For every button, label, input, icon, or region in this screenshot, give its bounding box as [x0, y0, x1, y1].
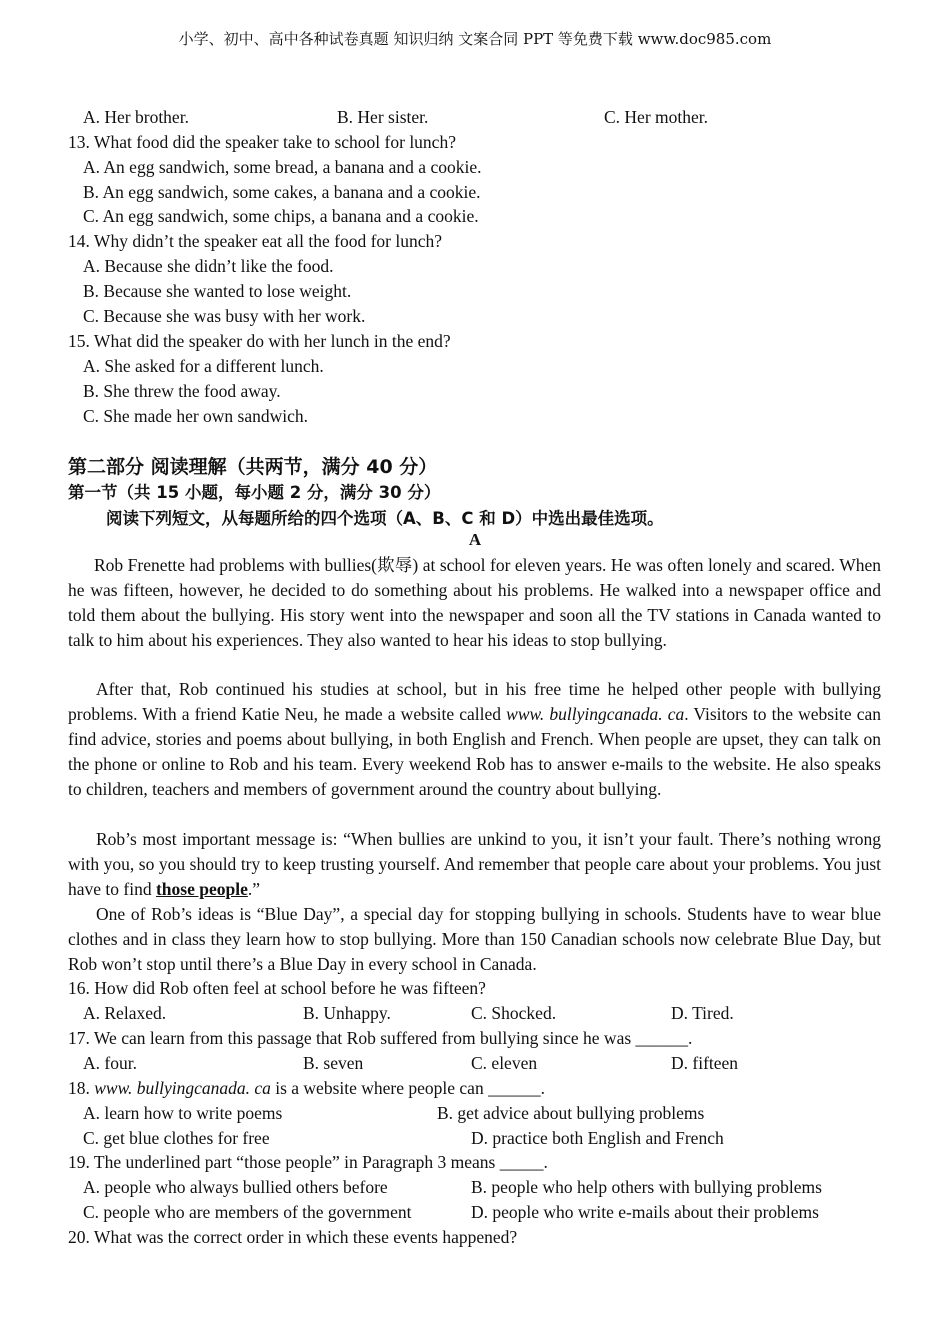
- q18-option-b: B. get advice about bullying problems: [437, 1103, 705, 1123]
- q17-option-c: C. eleven: [471, 1053, 538, 1073]
- q14-option-a: A. Because she didn’t like the food.: [83, 256, 334, 276]
- q16-option-a: A. Relaxed.: [83, 1003, 167, 1023]
- q18-question: [68, 1076, 545, 1100]
- passage-paragraph-3: [68, 827, 881, 902]
- q19-option-d: D. people who write e-mails about their problems: [471, 1202, 819, 1222]
- q19-question: 19. The underlined part “those people” in Paragraph 3 means _____.: [68, 1152, 548, 1172]
- passage-label: A: [468, 530, 482, 549]
- q12-option-b: B. Her sister.: [337, 107, 429, 127]
- part2-title: 第二部分 阅读理解（共两节，满分 40 分）: [68, 456, 438, 478]
- q12-option-a: A. Her brother.: [83, 107, 189, 127]
- underlined-phrase: those people: [155, 879, 248, 899]
- q15-option-c: C. She made her own sandwich.: [83, 406, 309, 426]
- reading-instruction: 阅读下列短文，从每题所给的四个选项（A、B、C 和 D）中选出最佳选项。: [106, 509, 664, 528]
- q15-option-b: B. She threw the food away.: [83, 381, 281, 401]
- q17-option-d: D. fifteen: [671, 1053, 739, 1073]
- p2-text-after: . Visitors to the website can find advice, stories and poems about bullying, in both English and French. When people are upset, they can talk on the phone or online to Rob and his team. Every weekend Rob has to answer e-mails to the website. He also speaks to children, teachers and members of government around the country about bullying.: [68, 704, 881, 799]
- q18-option-a: A. learn how to write poems: [83, 1103, 283, 1123]
- passage-paragraph-2: [68, 677, 881, 802]
- q18-website-url: www. bullyingcanada. ca: [94, 1078, 271, 1098]
- q14-option-b: B. Because she wanted to lose weight.: [83, 281, 352, 301]
- q13-option-a: A. An egg sandwich, some bread, a banana and a cookie.: [83, 157, 482, 177]
- q16-question: 16. How did Rob often feel at school before he was fifteen?: [68, 978, 486, 998]
- q20-question: 20. What was the correct order in which these events happened?: [68, 1227, 518, 1247]
- q15-option-a: A. She asked for a different lunch.: [83, 356, 324, 376]
- p2-text-before: After that, Rob continued his studies at school, but in his free time he helped other people with bullying problems. With a friend Katie Neu, he made a website called: [68, 679, 881, 724]
- website-url: www. bullyingcanada. ca: [506, 704, 685, 724]
- section1-title: 第一节（共 15 小题，每小题 2 分，满分 30 分）: [68, 483, 441, 502]
- q16-option-b: B. Unhappy.: [303, 1003, 391, 1023]
- page-header: 小学、初中、高中各种试卷真题 知识归纳 文案合同 PPT 等免费下载 www.doc985.com: [178, 30, 772, 48]
- q18-rest: is a website where people can ______.: [270, 1078, 545, 1098]
- q16-option-d: D. Tired.: [671, 1003, 734, 1023]
- q13-question: 13. What food did the speaker take to school for lunch?: [68, 132, 456, 152]
- passage-paragraph-4: One of Rob’s ideas is “Blue Day”, a special day for stopping bullying in schools. Students have to wear blue clothes and in class they learn how to stop bullying. More than 150 Canadian schools now celebrate Blue Day, but Rob won’t stop until there’s a Blue Day in every school in Canada.: [68, 904, 881, 974]
- q18-option-d: D. practice both English and French: [471, 1128, 724, 1148]
- q15-question: 15. What did the speaker do with her lunch in the end?: [68, 331, 451, 351]
- q12-option-c: C. Her mother.: [604, 107, 709, 127]
- q18-prefix: 18.: [68, 1078, 95, 1098]
- q16-option-c: C. Shocked.: [471, 1003, 557, 1023]
- q13-option-b: B. An egg sandwich, some cakes, a banana and a cookie.: [83, 182, 481, 202]
- q14-question: 14. Why didn’t the speaker eat all the food for lunch?: [68, 231, 443, 251]
- q17-option-b: B. seven: [303, 1053, 364, 1073]
- q13-option-c: C. An egg sandwich, some chips, a banana and a cookie.: [83, 206, 479, 226]
- p3-text-after: .”: [247, 879, 260, 899]
- p3-text-before: Rob’s most important message is: “When bullies are unkind to you, it isn’t your fault. There’s nothing wrong with you, so you should try to keep trusting yourself. And remember that people care about your problems. You just have to find: [68, 829, 881, 899]
- q17-question: 17. We can learn from this passage that Rob suffered from bullying since he was ______.: [68, 1028, 693, 1048]
- q19-option-a: A. people who always bullied others before: [83, 1177, 388, 1197]
- q14-option-c: C. Because she was busy with her work.: [83, 306, 366, 326]
- passage-paragraph-1: Rob Frenette had problems with bullies(欺辱) at school for eleven years. He was often lonely and scared. When he was fifteen, however, he decided to do something about his problems. He walked into a newspaper office and told them about the bullying. His story went into the newspaper and soon all the TV stations in Canada wanted to talk to him about his experiences. They also wanted to hear his ideas to stop bullying.: [68, 555, 881, 650]
- q17-option-a: A. four.: [83, 1053, 137, 1073]
- q19-option-b: B. people who help others with bullying problems: [471, 1177, 822, 1197]
- q19-option-c: C. people who are members of the government: [83, 1202, 412, 1222]
- q18-option-c: C. get blue clothes for free: [83, 1128, 270, 1148]
